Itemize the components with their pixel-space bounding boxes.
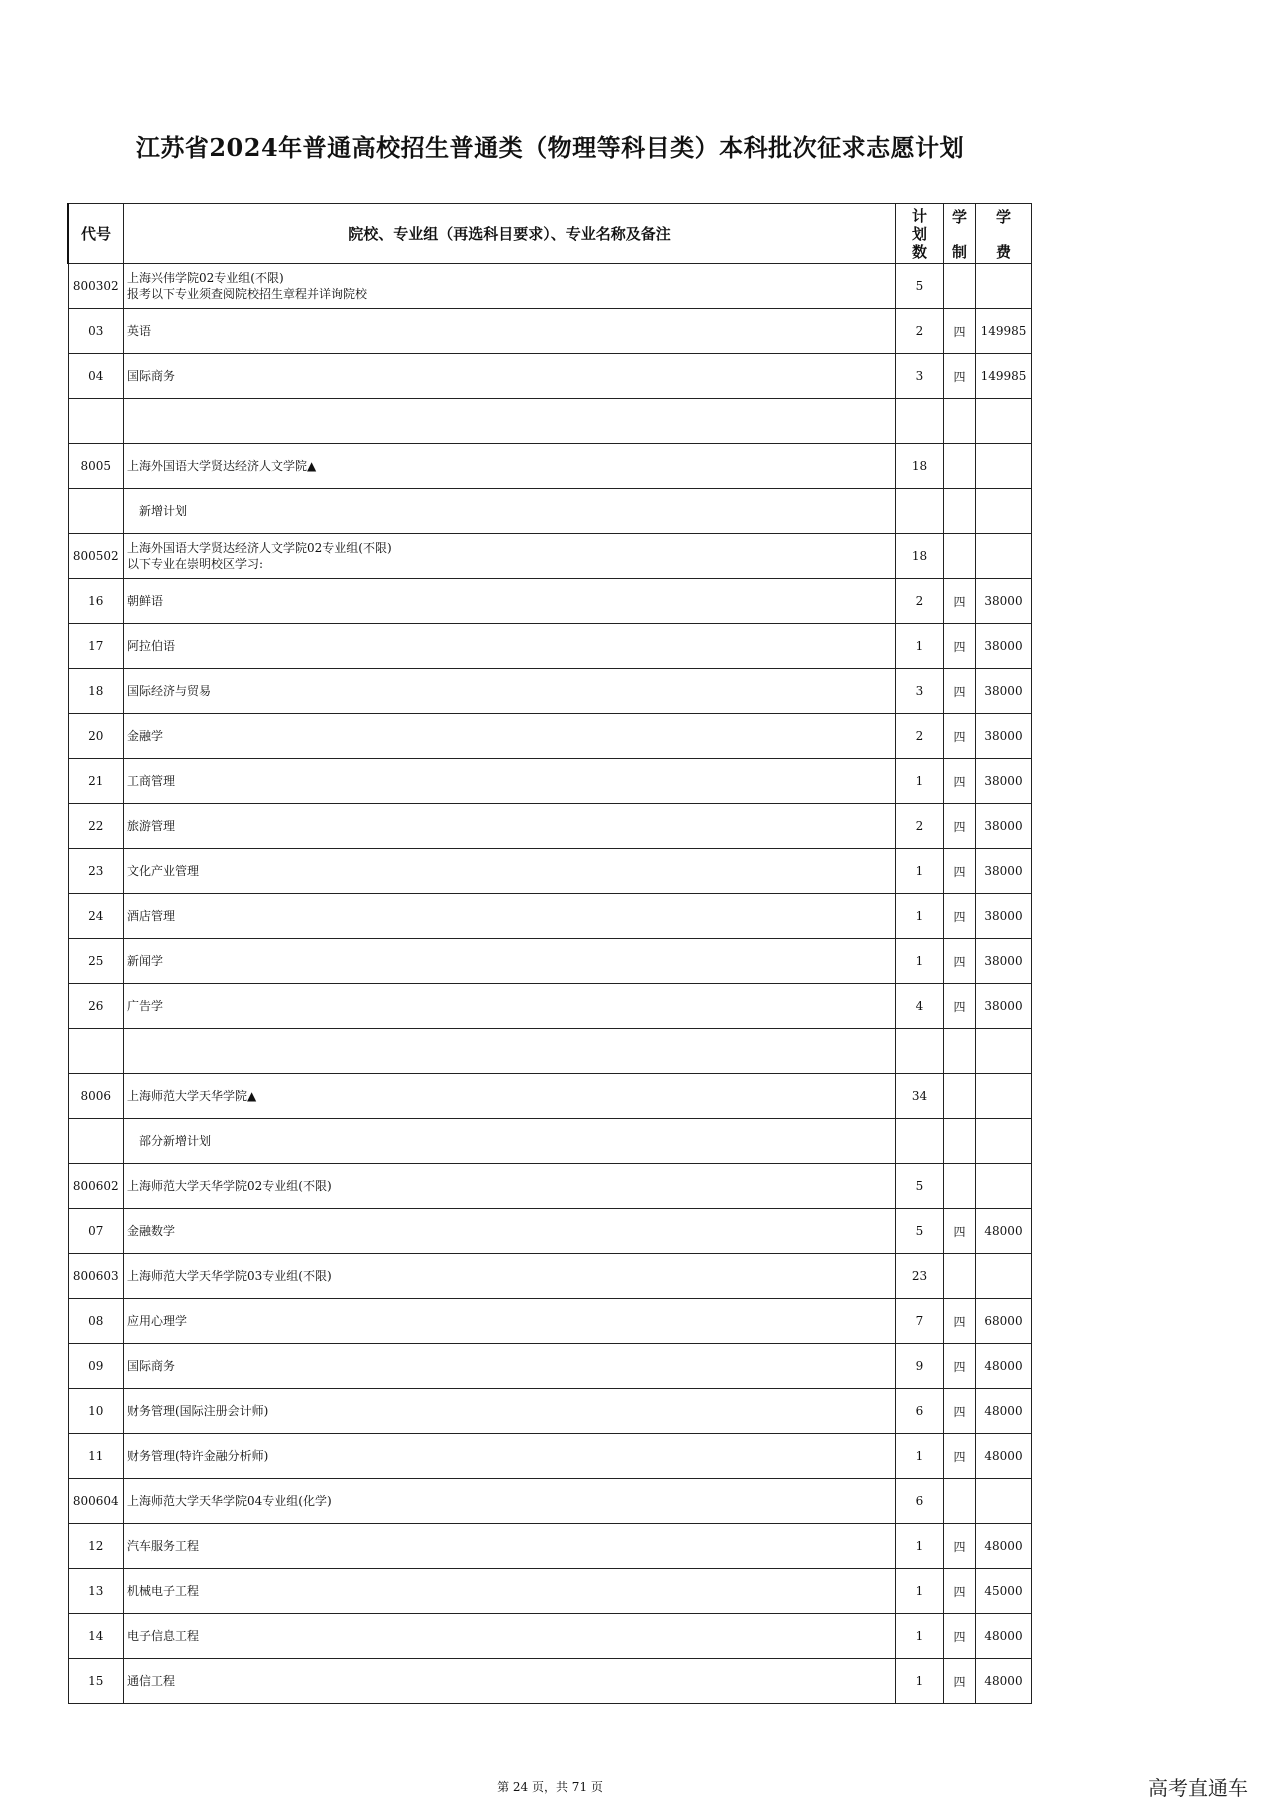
cell-name — [124, 1344, 896, 1389]
cell-plan: 3 — [896, 669, 944, 714]
cell-name — [124, 1434, 896, 1479]
cell-code: 21 — [68, 759, 124, 804]
cell-code — [68, 1029, 124, 1074]
cell-fee: 38000 — [976, 759, 1032, 804]
cell-system — [944, 534, 976, 579]
cell-fee — [976, 1119, 1032, 1164]
table-row — [68, 399, 1032, 444]
cell-name — [124, 1209, 896, 1254]
name-line: 财务管理(国际注册会计师) — [127, 1404, 269, 1418]
cell-plan: 6 — [896, 1389, 944, 1434]
brand-watermark: 高考直通车 — [1148, 1776, 1248, 1800]
table-row — [68, 849, 1032, 894]
cell-system: 四 — [944, 1344, 976, 1389]
cell-system: 四 — [944, 1299, 976, 1344]
cell-fee — [976, 1164, 1032, 1209]
cell-fee — [976, 1029, 1032, 1074]
name-line: 上海外国语大学贤达经济人文学院02专业组(不限) — [127, 541, 392, 555]
name-remark-line: 以下专业在崇明校区学习: — [127, 557, 264, 571]
name-line: 通信工程 — [127, 1674, 176, 1688]
cell-plan: 1 — [896, 1569, 944, 1614]
cell-name — [124, 1389, 896, 1434]
table-row — [68, 1389, 1032, 1434]
cell-system: 四 — [944, 759, 976, 804]
cell-system — [944, 1479, 976, 1524]
header-fee: 学 费 — [976, 204, 1032, 264]
table-row — [68, 354, 1032, 399]
cell-code: 18 — [68, 669, 124, 714]
cell-name — [124, 579, 896, 624]
header-name: 院校、专业组（再选科目要求）、专业名称及备注 — [124, 204, 896, 264]
cell-fee: 48000 — [976, 1614, 1032, 1659]
name-line: 朝鲜语 — [127, 594, 164, 608]
name-line: 上海师范大学天华学院▲ — [127, 1089, 257, 1103]
cell-name — [124, 1524, 896, 1569]
cell-fee: 48000 — [976, 1659, 1032, 1704]
cell-plan: 2 — [896, 579, 944, 624]
name-line: 广告学 — [127, 999, 164, 1013]
page-footer: 第 24 页，共 71 页 — [497, 1780, 603, 1794]
cell-plan: 1 — [896, 939, 944, 984]
cell-plan — [896, 489, 944, 534]
name-line: 酒店管理 — [127, 909, 176, 923]
name-line: 金融数学 — [127, 1224, 176, 1238]
name-line: 国际经济与贸易 — [127, 684, 212, 698]
cell-system: 四 — [944, 669, 976, 714]
name-line: 部分新增计划 — [139, 1134, 212, 1148]
cell-code: 03 — [68, 309, 124, 354]
cell-fee: 38000 — [976, 714, 1032, 759]
table-row — [68, 1434, 1032, 1479]
cell-code: 8005 — [68, 444, 124, 489]
table-row — [68, 444, 1032, 489]
cell-system: 四 — [944, 354, 976, 399]
cell-fee — [976, 1074, 1032, 1119]
cell-plan: 2 — [896, 309, 944, 354]
cell-name — [124, 804, 896, 849]
table-header-row — [68, 204, 1032, 264]
table-row — [68, 1524, 1032, 1569]
table-row — [68, 1659, 1032, 1704]
cell-name — [124, 309, 896, 354]
cell-code: 15 — [68, 1659, 124, 1704]
cell-fee: 38000 — [976, 624, 1032, 669]
cell-name — [124, 444, 896, 489]
name-line: 阿拉伯语 — [127, 639, 176, 653]
cell-system — [944, 1119, 976, 1164]
name-line: 工商管理 — [127, 774, 176, 788]
cell-name — [124, 669, 896, 714]
name-remark-line: 报考以下专业须查阅院校招生章程并详询院校 — [127, 287, 368, 301]
cell-code: 07 — [68, 1209, 124, 1254]
header-system: 学 制 — [944, 204, 976, 264]
cell-code: 24 — [68, 894, 124, 939]
table-row — [68, 1029, 1032, 1074]
cell-plan: 1 — [896, 1614, 944, 1659]
cell-name — [124, 1659, 896, 1704]
cell-plan: 23 — [896, 1254, 944, 1299]
table-row — [68, 489, 1032, 534]
cell-name — [124, 1074, 896, 1119]
cell-name — [124, 399, 896, 444]
cell-system: 四 — [944, 1434, 976, 1479]
cell-system: 四 — [944, 714, 976, 759]
cell-system: 四 — [944, 1524, 976, 1569]
cell-fee: 38000 — [976, 804, 1032, 849]
cell-name — [124, 1029, 896, 1074]
cell-code: 17 — [68, 624, 124, 669]
name-line: 机械电子工程 — [127, 1584, 200, 1598]
cell-plan: 1 — [896, 759, 944, 804]
table-row — [68, 309, 1032, 354]
cell-plan: 7 — [896, 1299, 944, 1344]
cell-system — [944, 399, 976, 444]
cell-plan: 9 — [896, 1344, 944, 1389]
cell-code: 14 — [68, 1614, 124, 1659]
table-row — [68, 759, 1032, 804]
cell-system: 四 — [944, 309, 976, 354]
cell-system: 四 — [944, 1209, 976, 1254]
cell-plan: 4 — [896, 984, 944, 1029]
table-row — [68, 1479, 1032, 1524]
cell-system: 四 — [944, 804, 976, 849]
name-line: 旅游管理 — [127, 819, 176, 833]
cell-system: 四 — [944, 1659, 976, 1704]
cell-system: 四 — [944, 1389, 976, 1434]
table-row — [68, 1569, 1032, 1614]
cell-name — [124, 264, 896, 309]
cell-system: 四 — [944, 624, 976, 669]
name-line: 新闻学 — [127, 954, 164, 968]
cell-plan: 1 — [896, 1434, 944, 1479]
cell-system — [944, 489, 976, 534]
cell-plan: 34 — [896, 1074, 944, 1119]
name-line: 汽车服务工程 — [127, 1539, 200, 1553]
table-row — [68, 264, 1032, 309]
table-row — [68, 1614, 1032, 1659]
cell-system: 四 — [944, 894, 976, 939]
header-code: 代号 — [68, 204, 124, 264]
cell-fee: 48000 — [976, 1434, 1032, 1479]
cell-fee: 68000 — [976, 1299, 1032, 1344]
name-line: 上海外国语大学贤达经济人文学院▲ — [127, 459, 317, 473]
table-row — [68, 804, 1032, 849]
cell-name — [124, 1479, 896, 1524]
table-row — [68, 1254, 1032, 1299]
cell-plan: 1 — [896, 1524, 944, 1569]
cell-plan — [896, 1119, 944, 1164]
cell-plan: 1 — [896, 1659, 944, 1704]
cell-name — [124, 939, 896, 984]
cell-name — [124, 759, 896, 804]
cell-code: 12 — [68, 1524, 124, 1569]
cell-code: 800502 — [68, 534, 124, 579]
cell-name — [124, 1254, 896, 1299]
table-row — [68, 624, 1032, 669]
cell-code: 04 — [68, 354, 124, 399]
name-line: 财务管理(特许金融分析师) — [127, 1449, 269, 1463]
cell-fee: 38000 — [976, 939, 1032, 984]
name-line: 新增计划 — [139, 504, 188, 518]
cell-code: 800302 — [68, 264, 124, 309]
cell-code: 10 — [68, 1389, 124, 1434]
cell-name — [124, 354, 896, 399]
name-line: 电子信息工程 — [127, 1629, 200, 1643]
cell-plan: 18 — [896, 534, 944, 579]
cell-fee — [976, 444, 1032, 489]
cell-fee — [976, 489, 1032, 534]
cell-plan — [896, 399, 944, 444]
name-line: 上海师范大学天华学院02专业组(不限) — [127, 1179, 332, 1193]
cell-plan: 2 — [896, 804, 944, 849]
cell-system — [944, 444, 976, 489]
cell-name — [124, 894, 896, 939]
cell-fee — [976, 1479, 1032, 1524]
cell-fee: 149985 — [976, 309, 1032, 354]
cell-system: 四 — [944, 579, 976, 624]
table-row — [68, 1119, 1032, 1164]
cell-name — [124, 714, 896, 759]
cell-code: 800604 — [68, 1479, 124, 1524]
cell-fee — [976, 1254, 1032, 1299]
table-row — [68, 1299, 1032, 1344]
cell-fee — [976, 534, 1032, 579]
cell-code: 800602 — [68, 1164, 124, 1209]
cell-name — [124, 534, 896, 579]
cell-plan: 6 — [896, 1479, 944, 1524]
cell-fee — [976, 264, 1032, 309]
cell-code: 09 — [68, 1344, 124, 1389]
cell-code: 20 — [68, 714, 124, 759]
table-body — [68, 264, 1032, 1704]
cell-system: 四 — [944, 849, 976, 894]
table-row — [68, 714, 1032, 759]
table-row — [68, 939, 1032, 984]
cell-system — [944, 1029, 976, 1074]
cell-fee: 149985 — [976, 354, 1032, 399]
name-line: 金融学 — [127, 729, 164, 743]
cell-fee: 48000 — [976, 1344, 1032, 1389]
cell-code: 16 — [68, 579, 124, 624]
cell-code: 25 — [68, 939, 124, 984]
cell-name — [124, 1164, 896, 1209]
cell-system: 四 — [944, 939, 976, 984]
cell-fee: 38000 — [976, 669, 1032, 714]
name-line: 应用心理学 — [127, 1314, 188, 1328]
cell-name — [124, 1119, 896, 1164]
cell-fee: 48000 — [976, 1209, 1032, 1254]
page-title: 江苏省2024年普通高校招生普通类（物理等科目类）本科批次征求志愿计划 — [135, 133, 965, 162]
cell-name — [124, 489, 896, 534]
cell-system — [944, 1164, 976, 1209]
cell-system: 四 — [944, 1614, 976, 1659]
cell-fee: 48000 — [976, 1524, 1032, 1569]
cell-plan: 3 — [896, 354, 944, 399]
cell-fee: 38000 — [976, 984, 1032, 1029]
cell-code — [68, 399, 124, 444]
cell-system — [944, 1254, 976, 1299]
cell-system — [944, 1074, 976, 1119]
header-plan: 计 划 数 — [896, 204, 944, 264]
cell-fee: 38000 — [976, 849, 1032, 894]
cell-plan: 1 — [896, 894, 944, 939]
name-line: 上海兴伟学院02专业组(不限) — [127, 271, 284, 285]
name-line: 国际商务 — [127, 369, 176, 383]
cell-fee: 45000 — [976, 1569, 1032, 1614]
table-row — [68, 894, 1032, 939]
cell-fee — [976, 399, 1032, 444]
cell-plan: 2 — [896, 714, 944, 759]
table-row — [68, 579, 1032, 624]
cell-name — [124, 849, 896, 894]
cell-code: 22 — [68, 804, 124, 849]
cell-plan: 18 — [896, 444, 944, 489]
table-row — [68, 1344, 1032, 1389]
cell-name — [124, 624, 896, 669]
name-line: 文化产业管理 — [127, 864, 200, 878]
table-row — [68, 1074, 1032, 1119]
cell-name — [124, 984, 896, 1029]
table-row — [68, 984, 1032, 1029]
cell-code: 08 — [68, 1299, 124, 1344]
name-line: 上海师范大学天华学院03专业组(不限) — [127, 1269, 332, 1283]
cell-plan: 5 — [896, 264, 944, 309]
cell-system: 四 — [944, 984, 976, 1029]
cell-system: 四 — [944, 1569, 976, 1614]
table-row — [68, 669, 1032, 714]
cell-plan: 1 — [896, 624, 944, 669]
cell-code: 26 — [68, 984, 124, 1029]
table-row — [68, 1209, 1032, 1254]
cell-fee: 48000 — [976, 1389, 1032, 1434]
cell-plan: 5 — [896, 1164, 944, 1209]
cell-name — [124, 1614, 896, 1659]
cell-code — [68, 1119, 124, 1164]
cell-fee: 38000 — [976, 894, 1032, 939]
name-line: 上海师范大学天华学院04专业组(化学) — [127, 1494, 332, 1508]
cell-code: 8006 — [68, 1074, 124, 1119]
cell-code: 11 — [68, 1434, 124, 1479]
cell-code — [68, 489, 124, 534]
cell-plan: 1 — [896, 849, 944, 894]
cell-name — [124, 1299, 896, 1344]
table-row — [68, 534, 1032, 579]
table-row — [68, 1164, 1032, 1209]
cell-system — [944, 264, 976, 309]
cell-code: 23 — [68, 849, 124, 894]
cell-name — [124, 1569, 896, 1614]
cell-fee: 38000 — [976, 579, 1032, 624]
cell-code: 13 — [68, 1569, 124, 1614]
enrollment-plan-table — [67, 203, 1032, 1704]
cell-code: 800603 — [68, 1254, 124, 1299]
name-line: 国际商务 — [127, 1359, 176, 1373]
cell-plan — [896, 1029, 944, 1074]
name-line: 英语 — [127, 324, 152, 338]
cell-plan: 5 — [896, 1209, 944, 1254]
